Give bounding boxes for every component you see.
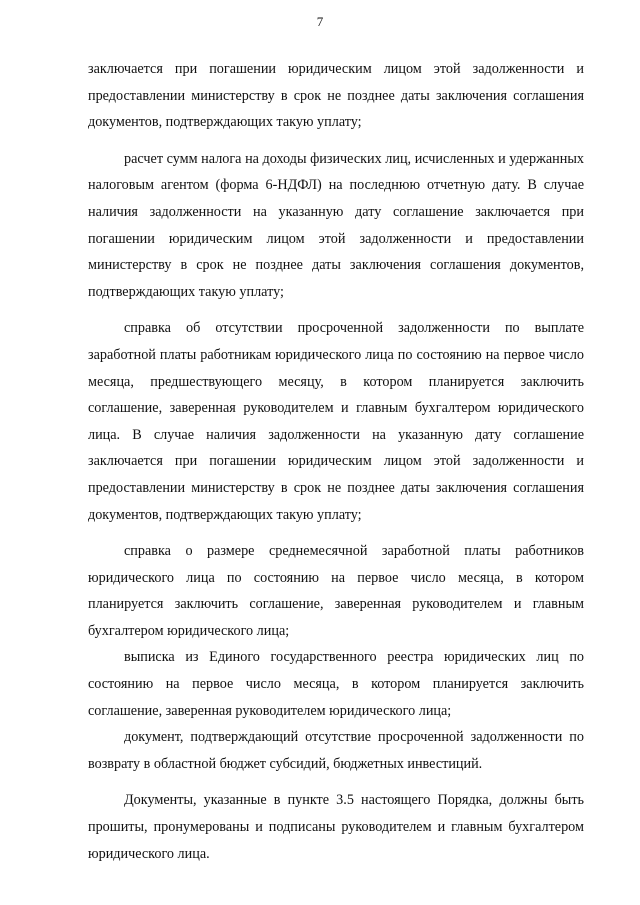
document-body bbox=[88, 56, 584, 867]
paragraph-continuation: заключается при погашении юридическим лицом этой задолженности и предоставлении министерству в срок не позднее даты заключения соглашения документов, подтверждающих такую уплату; bbox=[88, 61, 584, 131]
paragraph-salary-debt-certificate: справка об отсутствии просроченной задолженности по выплате заработной платы работникам юридического лица по состоянию на первое число месяца, предшествующего месяцу, в котором планируется заключить соглашение, заверенная руководителем и главным бухгалтером юридического лица. В случае наличия задолженности на указанную дату соглашение заключается при погашении юридическим лицом этой задолженности и предоставлении министерству в срок не позднее даты заключения соглашения документов, подтверждающих такую уплату; bbox=[88, 320, 584, 523]
paragraph-average-salary-certificate: справка о размере среднемесячной заработной платы работников юридического лица по состоянию на первое число месяца, в котором планируется заключить соглашение, заверенная руководителем и главным бухгалтером юридического лица; bbox=[88, 543, 584, 639]
paragraph-egrul-extract: выписка из Единого государственного реестра юридических лиц по состоянию на первое число месяца, в котором планируется заключить соглашение, заверенная руководителем юридического лица; bbox=[88, 649, 584, 719]
paragraph-tax-calculation: расчет сумм налога на доходы физических лиц, исчисленных и удержанных налоговым агентом (форма 6-НДФЛ) на последнюю отчетную дату. В случае наличия задолженности на указанную дату соглашение заключается при погашении юридическим лицом этой задолженности и предоставлении министерству в срок не позднее даты заключения соглашения документов, подтверждающих такую уплату; bbox=[88, 150, 584, 300]
paragraph-documents-binding: Документы, указанные в пункте 3.5 настоящего Порядка, должны быть прошиты, пронумерованы и подписаны руководителем и главным бухгалтером юридического лица. bbox=[88, 792, 584, 862]
page-number: 7 bbox=[316, 14, 324, 29]
paragraph-budget-debt-document: документ, подтверждающий отсутствие просроченной задолженности по возврату в областной бюджет субсидий, бюджетных инвестиций. bbox=[88, 729, 584, 772]
